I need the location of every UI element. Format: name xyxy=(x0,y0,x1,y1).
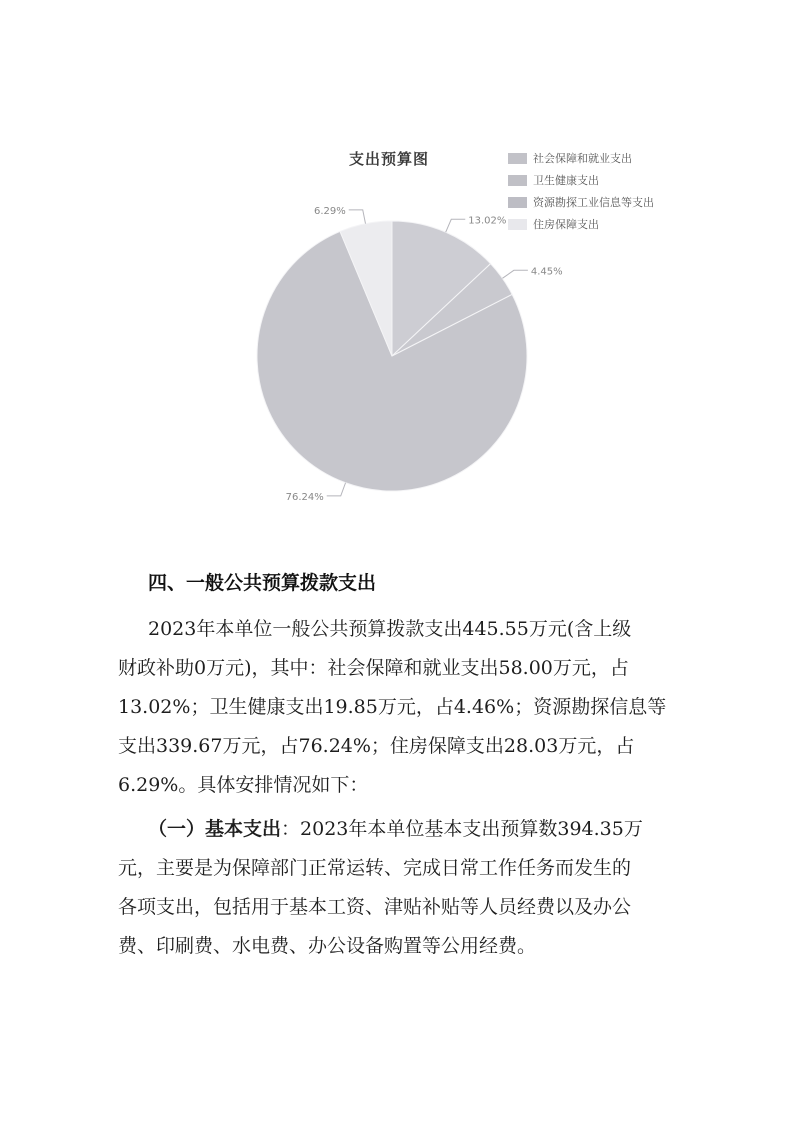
pie-data-label: 76.24% xyxy=(285,491,324,503)
paragraph-line: 费、印刷费、水电费、办公设备购置等公用经费。 xyxy=(118,935,537,957)
paragraph-line: 财政补助0万元)，其中：社会保障和就业支出58.00万元，占 xyxy=(118,657,629,679)
subsection-lead: （一）基本支出 xyxy=(148,818,282,840)
legend-label: 资源勘探工业信息等支出 xyxy=(533,196,654,209)
paragraph-text: ：2023年本单位基本支出预算数394.35万 xyxy=(281,818,643,840)
pie-leader-line xyxy=(327,483,346,496)
pie-data-label: 4.45% xyxy=(530,266,563,278)
paragraph-line: 2023年本单位一般公共预算拨款支出445.55万元(含上级 xyxy=(148,618,632,640)
paragraph-line: 支出339.67万元，占76.24%；住房保障支出28.03万元，占 xyxy=(118,735,635,757)
pie-data-label: 13.02% xyxy=(468,215,507,227)
paragraph-line: 6.29%。具体安排情况如下： xyxy=(118,774,369,796)
chart-title: 支出预算图 xyxy=(349,150,430,168)
paragraph-line: 各项支出，包括用于基本工资、津贴补贴等人员经费以及办公 xyxy=(118,896,632,918)
legend-label: 卫生健康支出 xyxy=(533,174,599,187)
legend-swatch xyxy=(508,175,527,186)
legend-swatch xyxy=(508,197,527,208)
legend-item xyxy=(508,191,654,213)
legend-swatch xyxy=(508,219,527,230)
pie-data-label: 6.29% xyxy=(313,205,346,217)
paragraph-line xyxy=(148,814,643,841)
legend-item xyxy=(508,213,654,235)
chart-legend xyxy=(508,147,654,235)
legend-item xyxy=(508,147,654,169)
paragraph-line: 元，主要是为保障部门正常运转、完成日常工作任务而发生的 xyxy=(118,857,632,879)
legend-swatch xyxy=(508,153,527,164)
pie-leader-line xyxy=(349,210,366,224)
paragraph-line: 13.02%；卫生健康支出19.85万元，占4.46%；资源勘探信息等 xyxy=(118,696,667,718)
legend-item xyxy=(508,169,654,191)
pie-leader-line xyxy=(502,270,527,278)
legend-label: 社会保障和就业支出 xyxy=(533,152,632,165)
section-heading: 四、一般公共预算拨款支出 xyxy=(148,572,377,594)
pie-leader-line xyxy=(446,219,466,232)
pie-chart xyxy=(0,0,793,540)
legend-label: 住房保障支出 xyxy=(533,218,599,231)
